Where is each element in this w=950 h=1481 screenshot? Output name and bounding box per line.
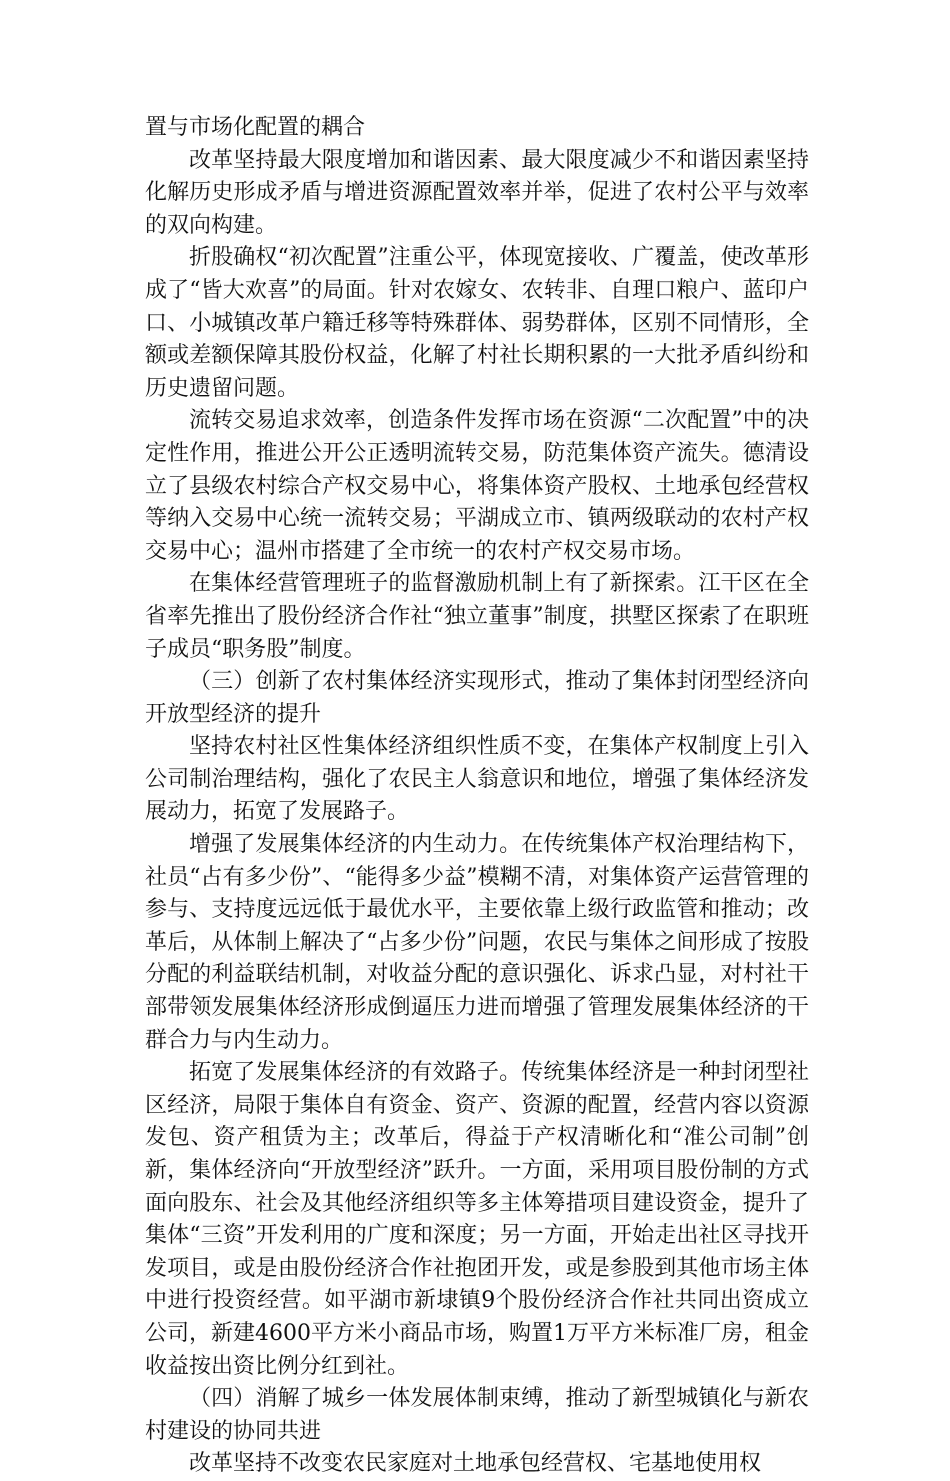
paragraph-reform-harmony: 改革坚持最大限度增加和谐因素、最大限度减少不和谐因素坚持化解历史形成矛盾与增进资源配置效率并举，促进了农村公平与效率的双向构建。 <box>145 147 809 238</box>
paragraph-continuation: 置与市场化配置的耦合 <box>145 115 366 140</box>
paragraph-transfer-trading: 流转交易追求效率，创造条件发挥市场在资源“二次配置”中的决定性作用，推进公开公正透明流转交易，防范集体资产流失。德清设立了县级农村综合产权交易中心，将集体资产股权、土地承包经营权等纳入交易中心统一流转交易；平湖成立市、镇两级联动的农村产权交易中心；温州市搭建了全市统一的农村产权交易市场。 <box>145 408 809 564</box>
section-heading-4: （四）消解了城乡一体发展体制束缚，推动了新型城镇化与新农村建设的协同共进 <box>145 1386 809 1444</box>
paragraph-initial-allocation: 折股确权“初次配置”注重公平，体现宽接收、广覆盖，使改革形成了“皆大欢喜”的局面。针对农嫁女、农转非、自理口粮户、蓝印户口、小城镇改革户籍迁移等特殊群体、弱势群体，区别不同情形，全额或差额保障其股份权益，化解了村社长期积累的一大批矛盾纠纷和历史遗留问题。 <box>145 245 809 401</box>
document-page <box>145 112 809 1481</box>
paragraph-corporate-governance: 坚持农村社区性集体经济组织性质不变，在集体产权制度上引入公司制治理结构，强化了农民主人翁意识和地位，增强了集体经济发展动力，拓宽了发展路子。 <box>145 734 809 825</box>
paragraph-reform-unchanged: 改革坚持不改变农民家庭对土地承包经营权、宅基地使用权 <box>189 1451 762 1477</box>
section-heading-3: （三）创新了农村集体经济实现形式，推动了集体封闭型经济向开放型经济的提升 <box>145 669 809 727</box>
paragraph-supervision-incentive: 在集体经营管理班子的监督激励机制上有了新探索。江干区在全省率先推出了股份经济合作社“独立董事”制度，拱墅区探索了在职班子成员“职务股”制度。 <box>145 571 809 662</box>
paragraph-internal-motivation: 增强了发展集体经济的内生动力。在传统集体产权治理结构下，社员“占有多少份”、“能得多少益”模糊不清，对集体资产运营管理的参与、支持度远远低于最优水平，主要依靠上级行政监管和推动；改革后，从体制上解决了“占多少份”问题，农民与集体之间形成了按股分配的利益联结机制，对收益分配的意识强化、诉求凸显，对村社干部带领发展集体经济形成倒逼压力进而增强了管理发展集体经济的干群合力与内生动力。 <box>145 832 809 1053</box>
paragraph-effective-paths: 拓宽了发展集体经济的有效路子。传统集体经济是一种封闭型社区经济，局限于集体自有资金、资产、资源的配置，经营内容以资源发包、资产租赁为主；改革后，得益于产权清晰化和“准公司制”创新，集体经济向“开放型经济”跃升。一方面，采用项目股份制的方式面向股东、社会及其他经济组织等多主体筹措项目建设资金，提升了集体“三资”开发利用的广度和深度；另一方面，开始走出社区寻找开发项目，或是由股份经济合作社抱团开发，或是参股到其他市场主体中进行投资经营。如平湖市新埭镇9个股份经济合作社共同出资成立公司，新建4600平方米小商品市场，购置1万平方米标准厂房，租金收益按出资比例分红到社。 <box>145 1060 809 1379</box>
